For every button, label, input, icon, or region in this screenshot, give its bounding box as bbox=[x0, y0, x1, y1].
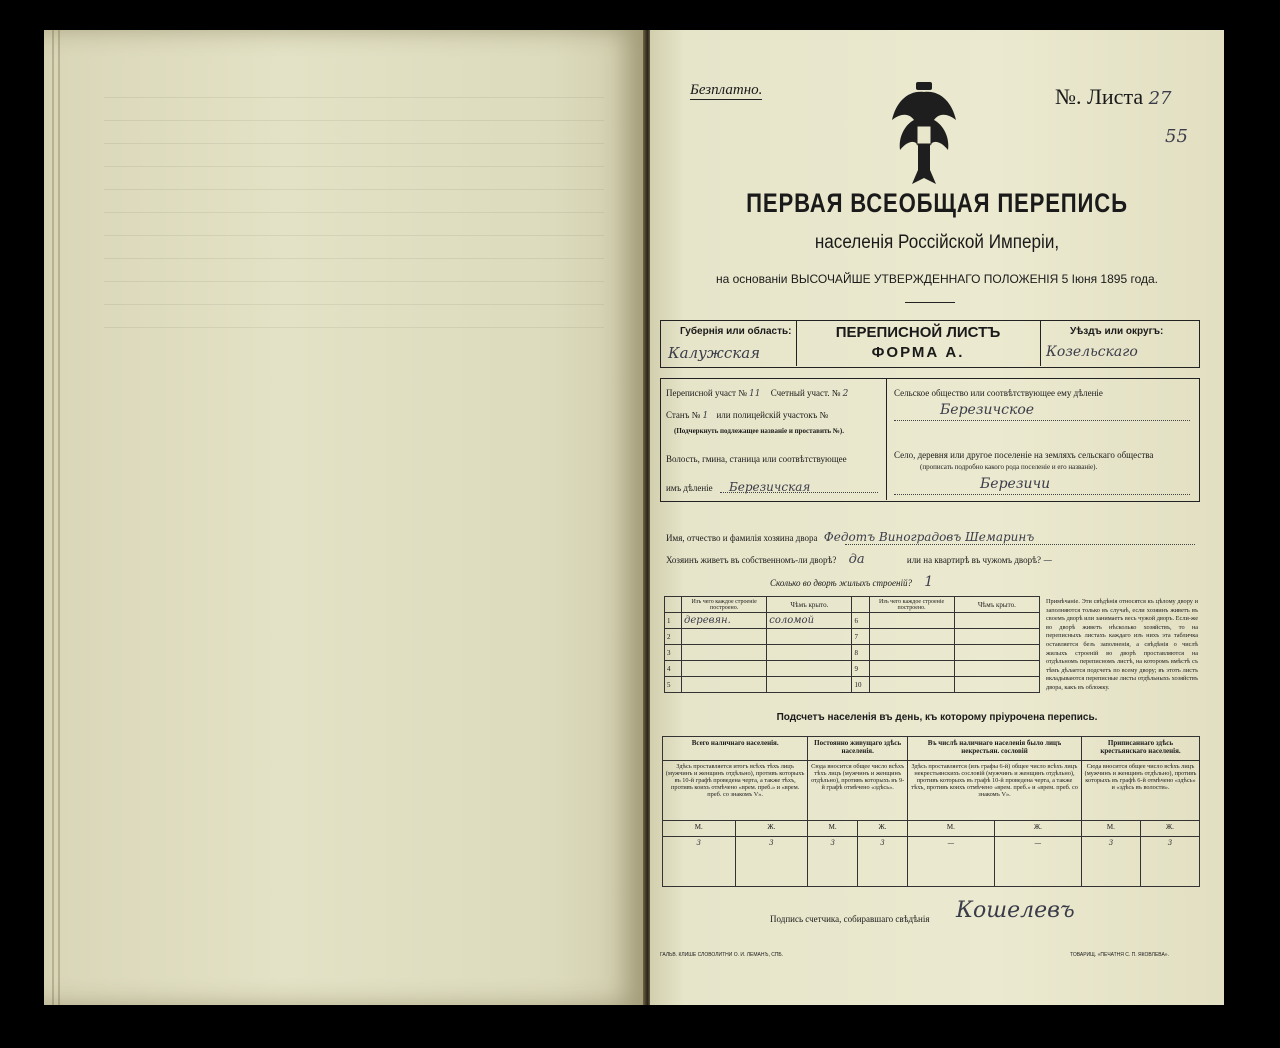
buildings-count-field bbox=[770, 574, 933, 590]
table-row: 1 деревян. соломой 6 bbox=[665, 613, 1040, 629]
police-label: или полицейскій участокъ № bbox=[716, 410, 829, 420]
col-material-header: Изъ чего каждое строеніе построено. bbox=[682, 597, 767, 613]
imperial-eagle-emblem bbox=[888, 80, 960, 192]
counter-signature: Кошелевъ bbox=[956, 898, 1075, 923]
village-label: Село, деревня или другое поселеніе на земляхъ сельскаго общества bbox=[894, 450, 1154, 460]
owner-rent-label: или на квартирѣ въ чужомъ дворѣ? bbox=[906, 555, 1041, 565]
free-label: Безплатно. bbox=[690, 82, 763, 98]
owner-lives-value: да bbox=[848, 552, 865, 567]
census-area-field bbox=[666, 388, 848, 399]
volost-value: Березичская bbox=[728, 480, 811, 494]
census-form-page bbox=[650, 30, 1224, 1005]
buildings-count-value: 1 bbox=[924, 574, 934, 590]
table-row: 4 9 bbox=[665, 661, 1040, 677]
col-roof-header: Чѣмъ крыто. bbox=[767, 597, 852, 613]
footer-left: ГАЛЬВ. КЛИШЕ СЛОВОЛИТНИ О. И. ЛЕМАНЪ, СПБ. bbox=[660, 952, 784, 958]
buildings-note: Примѣчаніе. Эти свѣдѣнія относятся къ цѣлому двору и заполняются только въ случаѣ, если хозяинъ живетъ въ своемъ дворѣ или занимаетъ весь чужой дворъ. Если-же во дворѣ живетъ нѣсколько хозяйствъ, то на переписныхъ листахъ каждаго изъ нихъ эта табличка оставляется безъ заполненія, а свѣдѣнія о числѣ жилыхъ строеній во дворѣ проставляются на отдѣльномъ переписномъ листѣ, на которомъ вмѣстѣ съ тѣмъ дѣлается подсчетъ по всему двору; въ этотъ листъ вкладываются переписные листы отдѣльныхъ хозяйствъ двора, какъ въ обложку. bbox=[1046, 598, 1198, 691]
owner-rent-value: — bbox=[1043, 556, 1053, 566]
sheet-number-hand-2: 55 bbox=[1165, 126, 1188, 147]
page-title: ПЕРВАЯ ВСЕОБЩАЯ ПЕРЕПИСЬ bbox=[746, 188, 1128, 218]
subtitle: населенія Россійской Имперіи, bbox=[814, 232, 1060, 253]
counting-area-label: Счетный участ. № bbox=[770, 388, 841, 398]
sheet-number-hand: 27 bbox=[1148, 88, 1172, 109]
count-title: Подсчетъ населенія въ день, къ которому пріурочена перепись. bbox=[776, 712, 1098, 723]
stan-field bbox=[666, 410, 828, 421]
legal-basis: на основаніи ВЫСОЧАЙШЕ УТВЕРЖДЕННАГО ПОЛОЖЕНІЯ 5 Іюня 1895 года. bbox=[715, 272, 1158, 286]
buildings-table bbox=[664, 596, 1040, 693]
sheet-title: ПЕРЕПИСНОЙ ЛИСТЪ bbox=[835, 324, 1001, 341]
society-value: Березичское bbox=[940, 402, 1035, 418]
sheet-number-label bbox=[1055, 84, 1172, 110]
district-value: Козельскаго bbox=[1046, 344, 1138, 360]
buildings-count-label: Сколько во дворѣ жилыхъ строеній? bbox=[770, 578, 912, 588]
owner-lives-label: Хозяинъ живетъ въ собственномъ-ли дворѣ? bbox=[666, 555, 837, 565]
census-area-value: 11 bbox=[749, 389, 761, 399]
table-row: 3 8 bbox=[665, 645, 1040, 661]
underline-note: (Подчеркнуть подлежащее названіе и проставить №). bbox=[674, 427, 844, 435]
stan-value: 1 bbox=[702, 411, 709, 421]
owner-lives-field bbox=[666, 552, 1052, 567]
village-value: Березичи bbox=[980, 476, 1051, 492]
owner-name-field bbox=[666, 530, 1034, 544]
show-through-text bbox=[104, 90, 604, 350]
volost-label-2: имъ дѣленіе bbox=[666, 483, 713, 493]
owner-name-label: Имя, отчество и фамилія хозяина двора bbox=[666, 533, 818, 543]
page-edge bbox=[52, 30, 54, 1005]
table-row: 5 10 bbox=[665, 677, 1040, 693]
volost-label: Волость, гмина, станица или соотвѣтствующее bbox=[666, 454, 847, 464]
footer-right: ТОВАРИЩ. «ПЕЧАТНЯ С. П. ЯКОВЛЕВА». bbox=[1070, 952, 1169, 958]
left-page bbox=[44, 30, 644, 1005]
table-row: 2 7 bbox=[665, 629, 1040, 645]
owner-name-value: Федотъ Виноградовъ Шемаринъ bbox=[823, 530, 1035, 544]
census-area-label: Переписной участ № bbox=[666, 388, 747, 398]
society-label: Сельское общество или соотвѣтствующее ему дѣленіе bbox=[894, 388, 1103, 398]
counting-area-value: 2 bbox=[842, 389, 849, 399]
province-value: Калужская bbox=[668, 344, 761, 362]
district-label: Уѣздъ или округъ: bbox=[1070, 326, 1164, 337]
province-label: Губернія или область: bbox=[680, 326, 792, 337]
form-title: ФОРМА А. bbox=[871, 344, 965, 361]
count-values-row: 3 3 3 3 — — 3 3 bbox=[663, 837, 1200, 887]
population-count-table: Всего наличнаго населенія. Постоянно живущаго здѣсь населенія. Въ числѣ наличнаго населенія было лицъ некрестьян. сословій Приписаннаго здѣсь крестьянскаго населенія. Здѣсь проставляется итогъ всѣхъ тѣхъ лицъ (мужчинъ и женщинъ отдѣльно), противъ которыхъ въ 10-й графѣ проведена черта, а также тѣхъ, противъ коихъ отмѣчено «врем. преб.» и «врем. преб. со знакомъ V». Сюда вносится общее число всѣхъ тѣхъ лицъ (мужчинъ и женщинъ отдѣльно), противъ которыхъ въ 9-й графѣ отмѣчено «здѣсь». Здѣсь проставляется (изъ графы 6-й) общее число всѣхъ лицъ некрестьянскихъ сословій (мужчинъ и женщинъ отдѣльно), противъ которыхъ въ графѣ 10-й проведена черта, а также тѣхъ, противъ коихъ отмѣчено «врем. преб.» и «врем. преб. со знакомъ V». Сюда вносится общее число всѣхъ лицъ (мужчинъ и женщинъ отдѣльно), противъ которыхъ въ графѣ 6-й отмѣчено «здѣсь» и «здѣсь въ волости». М. Ж. М. Ж. М. Ж. М. Ж. 3 3 3 3 — — 3 3 bbox=[662, 736, 1200, 887]
sheet-label-text: №. Листа bbox=[1055, 84, 1144, 109]
village-note: (прописать подробно какого рода поселеніе и его названіе). bbox=[920, 463, 1098, 471]
col-roof-header-2: Чѣмъ крыто. bbox=[954, 597, 1039, 613]
page-edge bbox=[58, 30, 60, 1005]
stan-label: Станъ № bbox=[666, 410, 701, 420]
ornament-divider bbox=[905, 302, 955, 303]
col-material-header-2: Изъ чего каждое строеніе построено. bbox=[869, 597, 954, 613]
signature-label: Подпись счетчика, собиравшаго свѣдѣнія bbox=[770, 914, 930, 924]
